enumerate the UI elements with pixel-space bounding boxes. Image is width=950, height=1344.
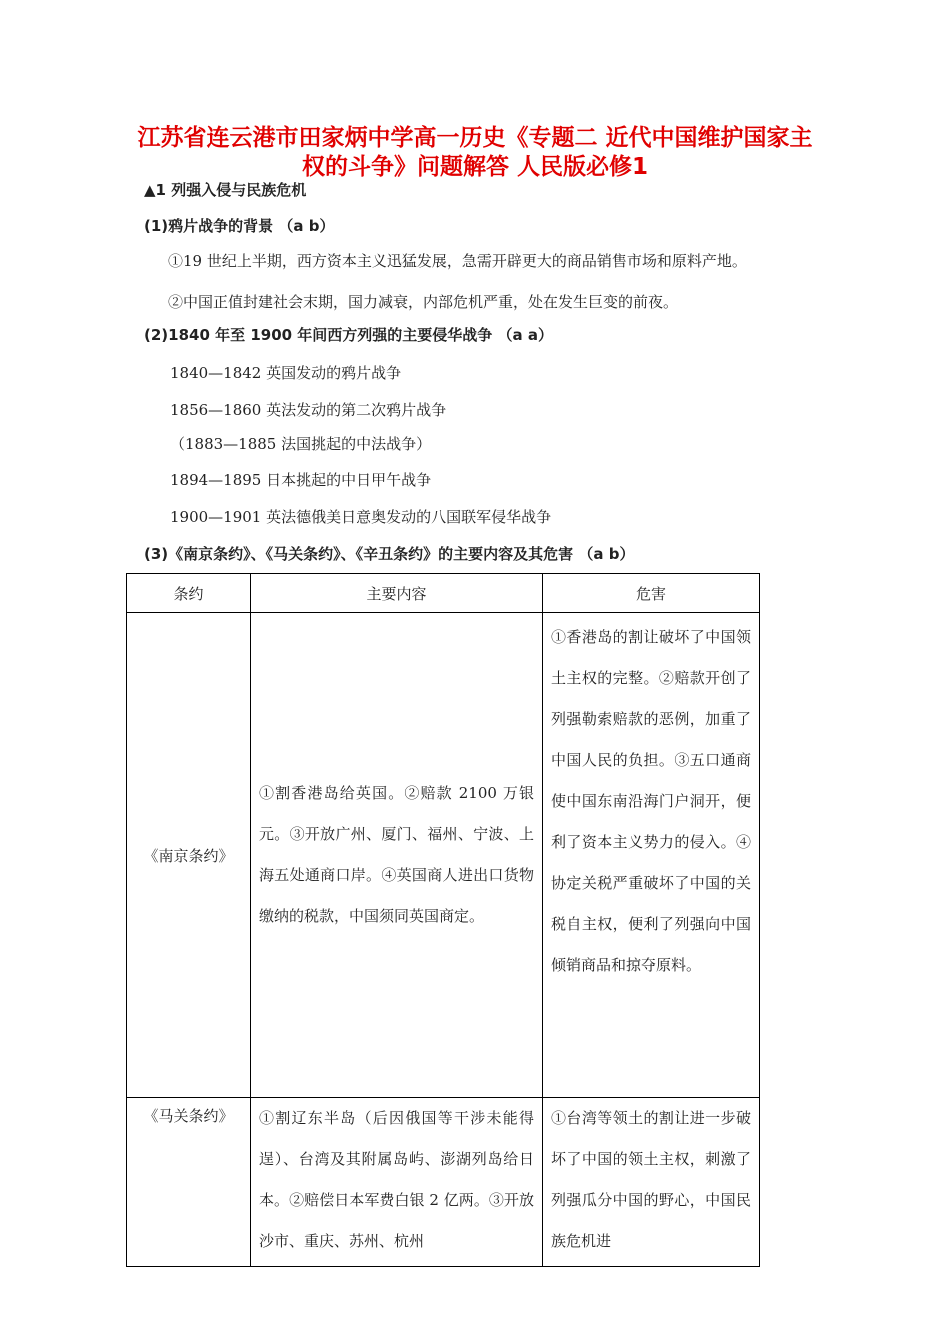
question-1-heading: (1)鸦片战争的背景 （a b） [144,217,335,235]
question-2-heading: (2)1840 年至 1900 年间西方列强的主要侵华战争 （a a） [144,326,554,344]
header-treaty: 条约 [127,574,251,613]
background-point-2: ②中国正值封建社会末期，国力减衰，内部危机严重，处在发生巨变的前夜。 [168,293,679,311]
war-item: 1856—1860 英法发动的第二次鸦片战争 [170,401,447,419]
treaty-content: ①割香港岛给英国。②赔款 2100 万银元。③开放广州、厦门、福州、宁波、上海五处通商口岸。④英国商人进出口货物缴纳的税款，中国须同英国商定。 [259,784,534,925]
treaty-harm: ①台湾等领土的割让进一步破坏了中国的领土主权，刺激了列强瓜分中国的野心，中国民族危机进 [551,1109,751,1250]
background-point-1: ①19 世纪上半期，西方资本主义迅猛发展，急需开辟更大的商品销售市场和原料产地。 [168,252,747,270]
section-heading: ▲1 列强入侵与民族危机 [144,181,307,199]
header-content: 主要内容 [251,574,543,613]
header-harm: 危害 [543,574,760,613]
question-3-heading: (3)《南京条约》、《马关条约》、《辛丑条约》的主要内容及其危害 （a b） [144,545,635,563]
treaty-content-cell [251,1098,543,1267]
war-item: 1840—1842 英国发动的鸦片战争 [170,364,402,382]
treaty-name: 《南京条约》 [127,613,251,1098]
treaty-content: ①割辽东半岛（后因俄国等干涉未能得逞）、台湾及其附属岛屿、澎湖列岛给日本。②赔偿日本军费白银 2 亿两。③开放沙市、重庆、苏州、杭州 [259,1109,534,1250]
document-title-line-1: 江苏省连云港市田家炳中学高一历史《专题二 近代中国维护国家主 [137,125,813,151]
table-row [127,613,760,1098]
war-item: 1900—1901 英法德俄美日意奥发动的八国联军侵华战争 [170,508,552,526]
treaty-harm-cell [543,613,760,1098]
war-item: 1894—1895 日本挑起的中日甲午战争 [170,471,432,489]
table-row [127,1098,760,1267]
document-title-line-2: 权的斗争》问题解答 人民版必修1 [301,154,648,180]
treaty-harm-cell [543,1098,760,1267]
treaty-name: 《马关条约》 [127,1098,251,1267]
treaty-harm: ①香港岛的割让破坏了中国领土主权的完整。②赔款开创了列强勒索赔款的恶例，加重了中国人民的负担。③五口通商使中国东南沿海门户洞开，便利了资本主义势力的侵入。④协定关税严重破坏了中国的关税自主权，便利了列强向中国倾销商品和掠夺原料。 [551,628,751,974]
war-item: （1883—1885 法国挑起的中法战争） [170,435,432,453]
table-header-row [127,574,760,613]
treaty-content-cell [251,613,543,1098]
treaty-table [126,573,760,1267]
